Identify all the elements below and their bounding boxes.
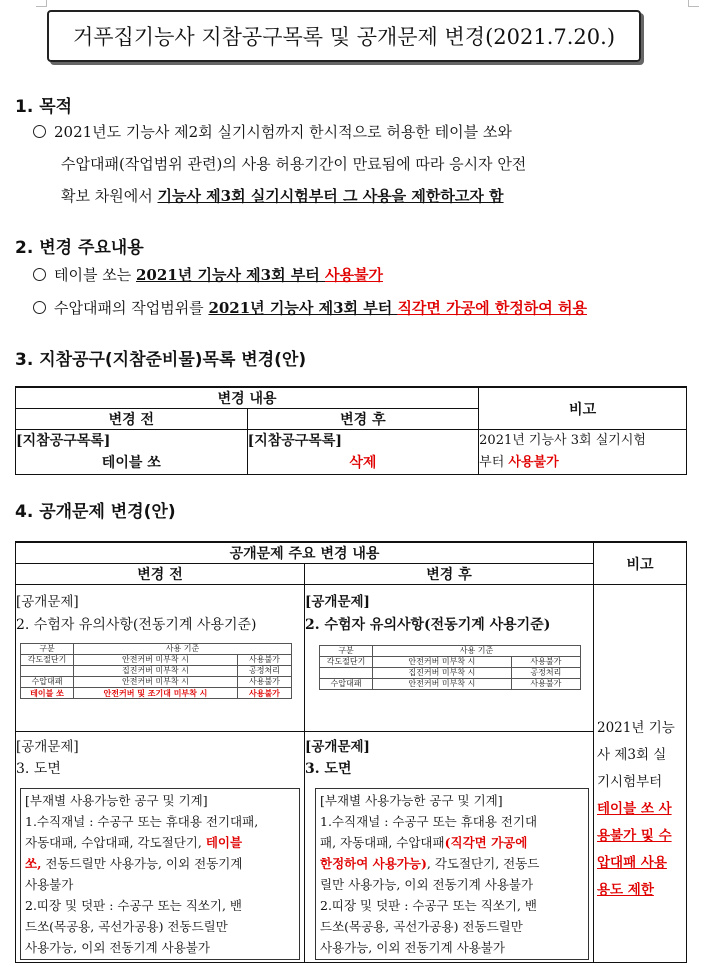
mini-table-cell: 안전커버 및 조기대 미부착 시	[74, 688, 238, 699]
mini-table-row	[320, 657, 581, 668]
mini-table-cell	[320, 668, 373, 679]
before-cell: [지참공구목록] 테이블 쏘	[16, 430, 248, 475]
mini-table-cell: 사용불가	[237, 655, 291, 666]
before-guide-box: [부재별 사용가능한 공구 및 기계] 1.수직재널 : 수공구 또는 휴대용 전기대패, 자동대패, 수압대패, 각도절단기, 테이블 쏘, 전동드릴만 사용가능, 이외 전동기계 사용불가 2.띠장 및 덧판 : 수공구 또는 직쏘기, 밴 드쏘(목공용, 곡선가공용) 전동드릴만 사용가능, 이외 전동기계 사용불가	[20, 788, 300, 960]
mini-table-cell: 사용불가	[511, 679, 580, 690]
note-column: 2021년 기능 사 제3회 실 기시험부터 테이블 쏘 사 용불가 및 수 압대패 사용 용도 제한	[594, 585, 687, 963]
hdr-before: 변경 전	[16, 564, 305, 585]
mini-table-cell: 각도절단기	[21, 655, 74, 666]
mini-table-row	[21, 655, 292, 666]
mini-table-cell: 테이블 쏘	[21, 688, 74, 699]
mini-table-cell: 안전커버 미부착 시	[74, 655, 238, 666]
before-column	[16, 585, 305, 963]
mini-table-cell: 안전커버 미부착 시	[373, 679, 512, 690]
note-cell: 2021년 기능사 3회 실기시험 부터 사용불가	[479, 430, 687, 475]
mini-table-cell: 사용불가	[511, 657, 580, 668]
section1-line1: 2021년도 기능사 제2회 실기시험까지 한시적으로 허용한 테이블 쏘와	[33, 121, 512, 142]
mini-table-cell: 집진커버 미부착 시	[74, 666, 238, 677]
before-item2-block: [공개문제] 2. 수험자 유의사항(전동기계 사용기준) 구분 사용 기준 각도절단기 안전커버 미부착 시 사용불가 집진커버 미부착 시 공정처리 수압대패 안전커버 미부착 시 사용불가 테이블 쏘 안전커버 및 조기대 미부착 시 사용불가	[16, 591, 304, 731]
before-item3-block: [공개문제] 3. 도면 [부재별 사용가능한 공구 및 기계] 1.수직재널 : 수공구 또는 휴대용 전기대패, 자동대패, 수압대패, 각도절단기, 테이블 쏘, 전동드릴만 사용가능, 이외 전동기계 사용불가 2.띠장 및 덧판 : 수공구 또는 직쏘기, 밴 드쏘(목공용, 곡선가공용) 전동드릴만 사용가능, 이외 전동기계 사용불가	[16, 731, 304, 960]
bullet-circle-icon	[33, 268, 46, 281]
mini-table-row	[21, 677, 292, 688]
mini-table-row	[320, 679, 581, 690]
section2-item1: 테이블 쏘는 2021년 기능사 제3회 부터 사용불가	[33, 264, 383, 285]
after-item2-block: [공개문제] 2. 수험자 유의사항(전동기계 사용기준) 구분 사용 기준 각도절단기 안전커버 미부착 시 사용불가 집진커버 미부착 시 공정처리 수압대패 안전커버 미부착 시 사용불가	[305, 591, 593, 731]
section3-heading: 3. 지참공구(지참준비물)목록 변경(안)	[15, 350, 307, 370]
after-cell: [지참공구목록] 삭제	[247, 430, 479, 475]
hdr-after: 변경 후	[247, 409, 479, 430]
section2-heading: 2. 변경 주요내용	[15, 238, 144, 258]
hdr-before: 변경 전	[16, 409, 248, 430]
mini-table-cell: 안전커버 미부착 시	[74, 677, 238, 688]
hdr-after: 변경 후	[305, 564, 594, 585]
mini-table-cell: 수압대패	[320, 679, 373, 690]
mini-table-row	[320, 668, 581, 679]
page-corner-mark	[36, 0, 47, 7]
mini-table-cell: 수압대패	[21, 677, 74, 688]
section1-heading: 1. 목적	[15, 97, 73, 117]
before-mini-table: 구분 사용 기준 각도절단기 안전커버 미부착 시 사용불가 집진커버 미부착 시 공정처리 수압대패 안전커버 미부착 시 사용불가 테이블 쏘 안전커버 및 조기대 미부착 시 사용불가	[20, 643, 292, 699]
mini-table-cell: 사용불가	[237, 677, 291, 688]
after-item3-block: [공개문제] 3. 도면 [부재별 사용가능한 공구 및 기계] 1.수직재널 : 수공구 또는 휴대용 전기대 패, 자동대패, 수압대패(직각면 가공에 한정하여 사용가능), 각도절단기, 전동드 릴만 사용가능, 이외 전동기계 사용불가 2.띠장 및 덧판 : 수공구 또는 직쏘기, 밴 드쏘(목공용, 곡선가공용) 전동드릴만 사용가능, 이외 전동기계 사용불가	[305, 731, 593, 960]
section2-item2: 수압대패의 작업범위를 2021년 기능사 제3회 부터 직각면 가공에 한정하여 허용	[33, 297, 587, 318]
document-title: 거푸집기능사 지참공구목록 및 공개문제 변경(2021.7.20.)	[47, 10, 641, 62]
bullet-circle-icon	[33, 125, 46, 138]
hdr-change: 변경 내용	[16, 387, 479, 409]
page-corner-mark	[688, 0, 699, 7]
mini-table-cell	[21, 666, 74, 677]
hdr-note: 비고	[479, 387, 687, 430]
section4-heading: 4. 공개문제 변경(안)	[15, 502, 176, 522]
section1-line3: 확보 차원에서 기능사 제3회 실기시험부터 그 사용을 제한하고자 함	[61, 187, 504, 205]
mini-table-row	[21, 666, 292, 677]
tool-list-table	[15, 386, 687, 475]
mini-table-row	[21, 688, 292, 699]
mini-table-cell: 사용불가	[237, 688, 291, 699]
after-column	[305, 585, 594, 963]
hdr-note: 비고	[594, 542, 687, 585]
hdr-main: 공개문제 주요 변경 내용	[16, 542, 594, 564]
section1-line2: 수압대패(작업범위 관련)의 사용 허용기간이 만료됨에 따라 응시자 안전	[61, 155, 527, 173]
after-guide-box: [부재별 사용가능한 공구 및 기계] 1.수직재널 : 수공구 또는 휴대용 전기대 패, 자동대패, 수압대패(직각면 가공에 한정하여 사용가능), 각도절단기, 전동드 릴만 사용가능, 이외 전동기계 사용불가 2.띠장 및 덧판 : 수공구 또는 직쏘기, 밴 드쏘(목공용, 곡선가공용) 전동드릴만 사용가능, 이외 전동기계 사용불가	[315, 788, 589, 960]
after-mini-table: 구분 사용 기준 각도절단기 안전커버 미부착 시 사용불가 집진커버 미부착 시 공정처리 수압대패 안전커버 미부착 시 사용불가	[319, 645, 581, 690]
mini-table-cell: 집진커버 미부착 시	[373, 668, 512, 679]
open-problem-table	[15, 541, 687, 963]
mini-table-cell: 안전커버 미부착 시	[373, 657, 512, 668]
mini-table-cell: 각도절단기	[320, 657, 373, 668]
mini-table-cell: 공정처리	[511, 668, 580, 679]
mini-table-cell: 공정처리	[237, 666, 291, 677]
bullet-circle-icon	[33, 301, 46, 314]
